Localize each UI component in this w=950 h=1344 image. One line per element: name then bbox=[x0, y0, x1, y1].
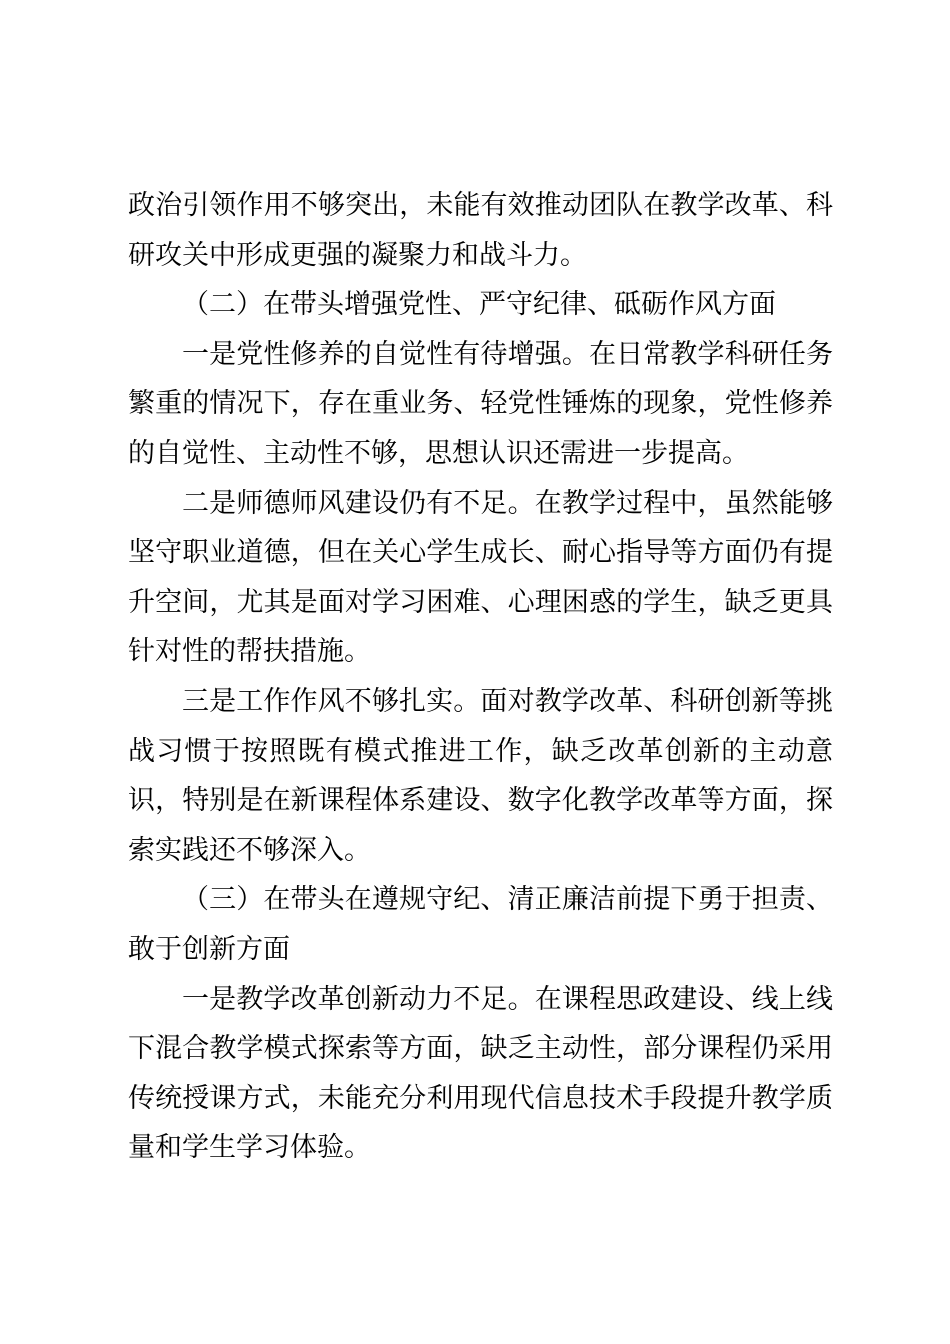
paragraph-teaching-reform: 一是教学改革创新动力不足。在课程思政建设、线上线下混合教学模式探索等方面，缺乏主动性，部分课程仍采用传统授课方式，未能充分利用现代信息技术手段提升教学质量和学生学习体验。 bbox=[128, 983, 833, 1164]
section-heading-3: （三）在带头在遵规守纪、清正廉洁前提下勇于担责、敢于创新方面 bbox=[128, 884, 833, 965]
section-heading-2: （二）在带头增强党性、严守纪律、砥砺作风方面 bbox=[182, 289, 776, 321]
paragraph-teacher-ethics: 二是师德师风建设仍有不足。在教学过程中，虽然能够坚守职业道德，但在关心学生成长、耐心指导等方面仍有提升空间，尤其是面对学习困难、心理困惑的学生，缺乏更具针对性的帮扶措施。 bbox=[128, 487, 833, 668]
document-body bbox=[128, 181, 833, 1173]
paragraph-party-spirit: 一是党性修养的自觉性有待增强。在日常教学科研任务繁重的情况下，存在重业务、轻党性锤炼的现象，党性修养的自觉性、主动性不够，思想认识还需进一步提高。 bbox=[128, 338, 833, 469]
paragraph-continuation: 政治引领作用不够突出，未能有效推动团队在教学改革、科研攻关中形成更强的凝聚力和战斗力。 bbox=[128, 190, 833, 271]
paragraph-work-style: 三是工作作风不够扎实。面对教学改革、科研创新等挑战习惯于按照既有模式推进工作，缺乏改革创新的主动意识，特别是在新课程体系建设、数字化教学改革等方面，探索实践还不够深入。 bbox=[128, 685, 833, 866]
